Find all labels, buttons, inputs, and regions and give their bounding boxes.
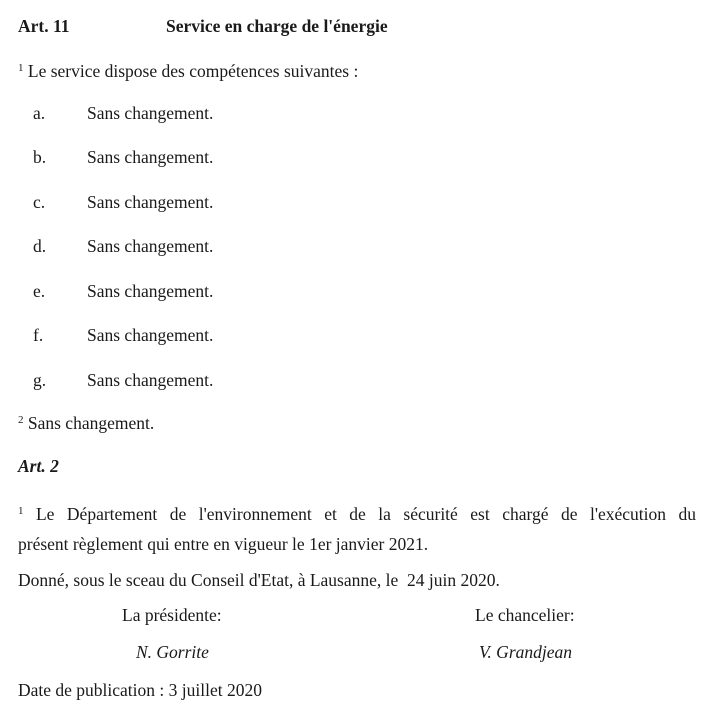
list-letter: f. bbox=[33, 325, 44, 345]
list-letter: c. bbox=[33, 192, 46, 212]
article-11-number: Art. 11 bbox=[18, 16, 70, 36]
list-item bbox=[33, 325, 213, 346]
list-text: Sans changement. bbox=[87, 192, 214, 212]
article-11-paragraph-1 bbox=[18, 61, 358, 82]
paragraph-marker: 1 bbox=[18, 505, 24, 517]
chancellor-label: Le chancelier: bbox=[475, 605, 575, 625]
list-text: Sans changement. bbox=[87, 147, 214, 167]
list-item bbox=[33, 236, 213, 257]
list-text: Sans changement. bbox=[87, 281, 214, 301]
list-text: Sans changement. bbox=[87, 103, 214, 123]
list-letter: a. bbox=[33, 103, 46, 123]
paragraph-line-1 bbox=[18, 499, 696, 529]
paragraph-text: Sans changement. bbox=[27, 413, 155, 433]
list-item bbox=[33, 370, 213, 391]
list-letter: b. bbox=[33, 147, 47, 167]
list-text: Sans changement. bbox=[87, 370, 214, 390]
paragraph-text: Le service dispose des compétences suivantes : bbox=[27, 61, 359, 81]
paragraph-text: Le Département de l'environnement et de la sécurité est chargé de l'exécution du bbox=[35, 504, 696, 524]
list-text: Sans changement. bbox=[87, 236, 214, 256]
list-item bbox=[33, 103, 213, 124]
article-2-paragraph-1 bbox=[18, 499, 696, 559]
paragraph-marker: 2 bbox=[18, 414, 24, 426]
article-2-number: Art. 2 bbox=[18, 456, 59, 476]
given-under-seal: Donné, sous le sceau du Conseil d'Etat, à Lausanne, le 24 juin 2020. bbox=[18, 570, 500, 590]
list-letter: g. bbox=[33, 370, 47, 390]
article-11-paragraph-2 bbox=[18, 413, 154, 434]
list-item bbox=[33, 192, 213, 213]
president-name: N. Gorrite bbox=[136, 642, 209, 662]
article-11-title: Service en charge de l'énergie bbox=[166, 16, 388, 36]
list-letter: d. bbox=[33, 236, 47, 256]
list-item bbox=[33, 281, 213, 302]
list-item bbox=[33, 147, 213, 168]
list-letter: e. bbox=[33, 281, 46, 301]
president-label: La présidente: bbox=[122, 605, 222, 625]
list-text: Sans changement. bbox=[87, 325, 214, 345]
chancellor-name: V. Grandjean bbox=[479, 642, 573, 662]
publication-date: Date de publication : 3 juillet 2020 bbox=[18, 680, 262, 700]
paragraph-marker: 1 bbox=[18, 62, 24, 74]
paragraph-line-2: présent règlement qui entre en vigueur le 1er janvier 2021. bbox=[18, 534, 429, 554]
